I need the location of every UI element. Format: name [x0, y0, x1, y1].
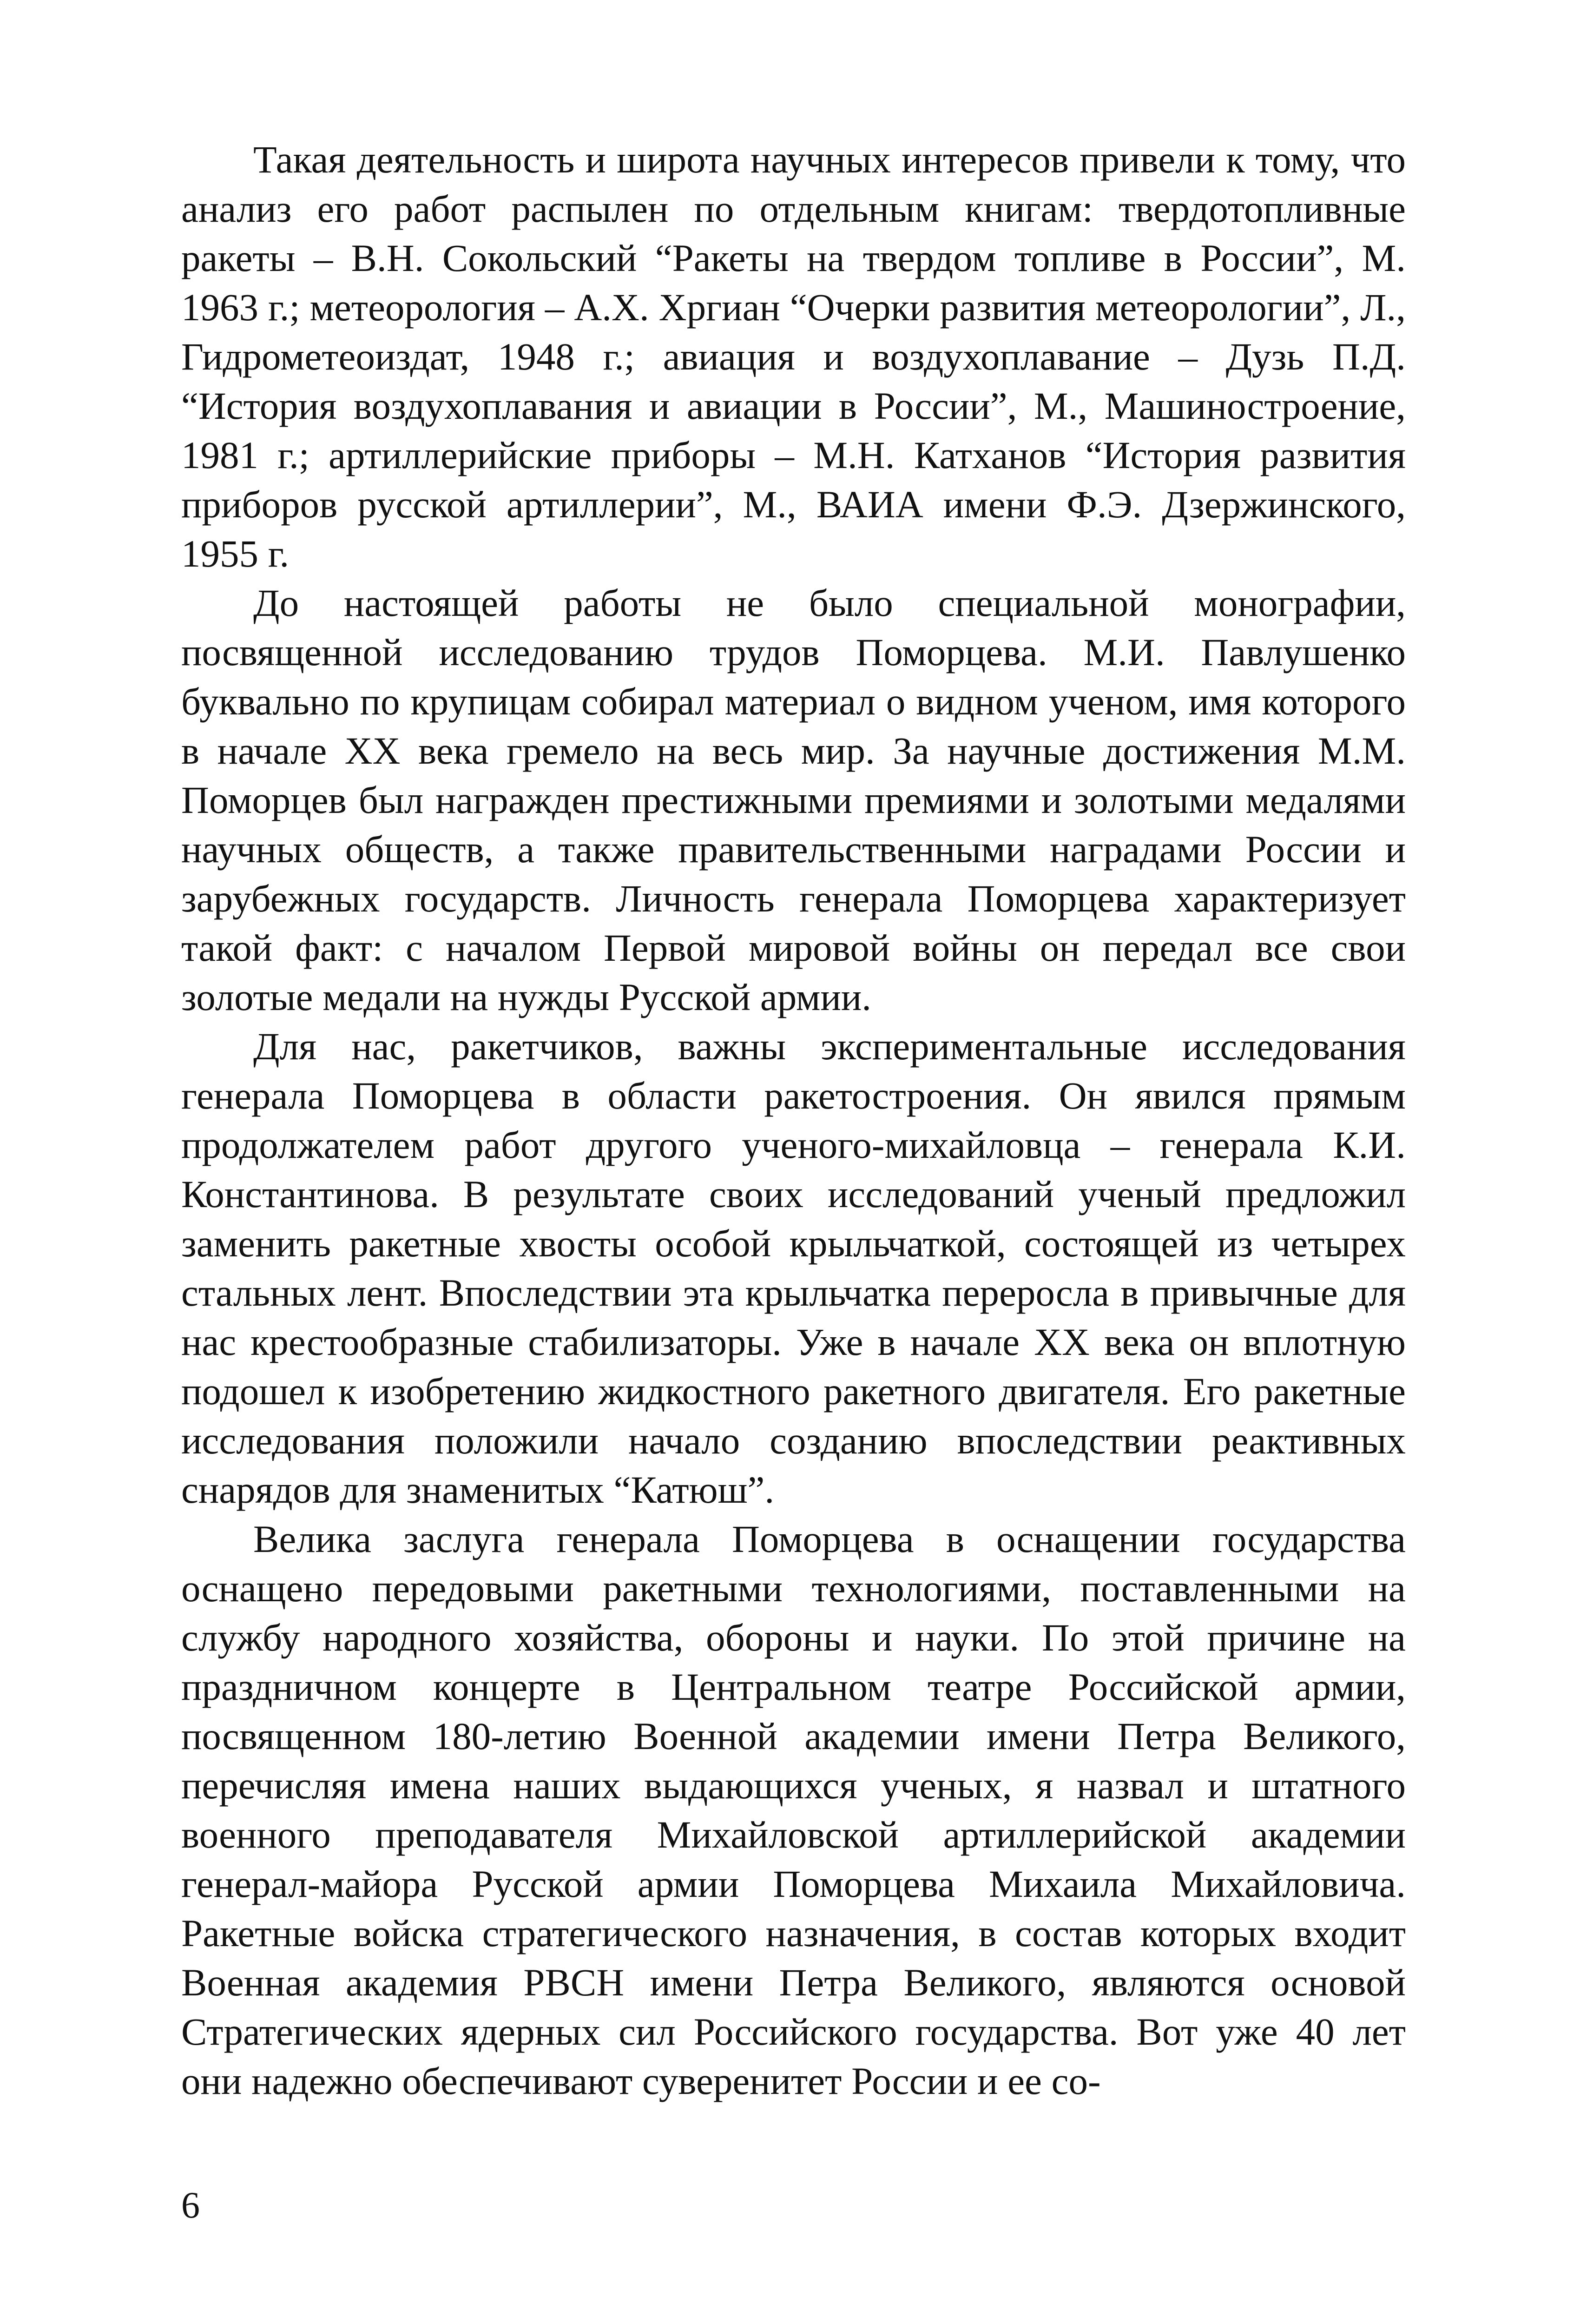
paragraph-2: До настоящей работы не было специальной монографии, посвященной исследованию трудов Поморцева. М.И. Павлушенко буквально по крупицам собирал материал о видном ученом, имя которого в начале XX века гремело на весь мир. За научные достижения М.М. Поморцев был награжден престижными премиями и золотыми медалями научных обществ, а также правительственными наградами России и зарубежных государств. Личность генерала Поморцева характеризует такой факт: с началом Первой мировой войны он передал все свои золотые медали на нужды Русской армии. [181, 581, 1406, 1018]
paragraph-1: Такая деятельность и широта научных интересов привели к тому, что анализ его работ распылен по отдельным книгам: твердотопливные ракеты – В.Н. Сокольский “Ракеты на твердом топливе в России”, М. 1963 г.; метеорология – А.Х. Хргиан “Очерки развития метеорологии”, Л., Гидрометеоиздат, 1948 г.; авиация и воздухоплавание – Дузь П.Д. “История воздухоплавания и авиации в России”, М., Машиностроение, 1981 г.; артиллерийские приборы – М.Н. Катханов “История развития приборов русской артиллерии”, М., ВАИА имени Ф.Э. Дзержинского, 1955 г. [181, 138, 1406, 575]
paragraph-4: Велика заслуга генерала Поморцева в оснащении государства оснащено передовыми ракетными технологиями, поставленными на службу народного хозяйства, обороны и науки. По этой причине на праздничном концерте в Центральном театре Российской армии, посвященном 180-летию Военной академии имени Петра Великого, перечисляя имена наших выдающихся ученых, я назвал и штатного военного преподавателя Михайловской артиллерийской академии генерал-майора Русской армии Поморцева Михаила Михайловича. Ракетные войска стратегического назначения, в состав которых входит Военная академия РВСН имени Петра Великого, являются основой Стратегических ядерных сил Российского государства. Вот уже 40 лет они надежно обеспечивают суверенитет России и ее со- [181, 1518, 1406, 2102]
paragraph-3: Для нас, ракетчиков, важны экспериментальные исследования генерала Поморцева в области ракетостроения. Он явился прямым продолжателем работ другого ученого-михайловца – генерала К.И. Константинова. В результате своих исследований ученый предложил заменить ракетные хвосты особой крыльчаткой, состоящей из четырех стальных лент. Впоследствии эта крыльчатка переросла в привычные для нас крестообразные стабилизаторы. Уже в начале XX века он вплотную подошел к изобретению жидкостного ракетного двигателя. Его ракетные исследования положили начало созданию впоследствии реактивных снарядов для знаменитых “Катюш”. [181, 1025, 1406, 1511]
page-number: 6 [181, 2185, 200, 2226]
body-text [181, 135, 1406, 2106]
